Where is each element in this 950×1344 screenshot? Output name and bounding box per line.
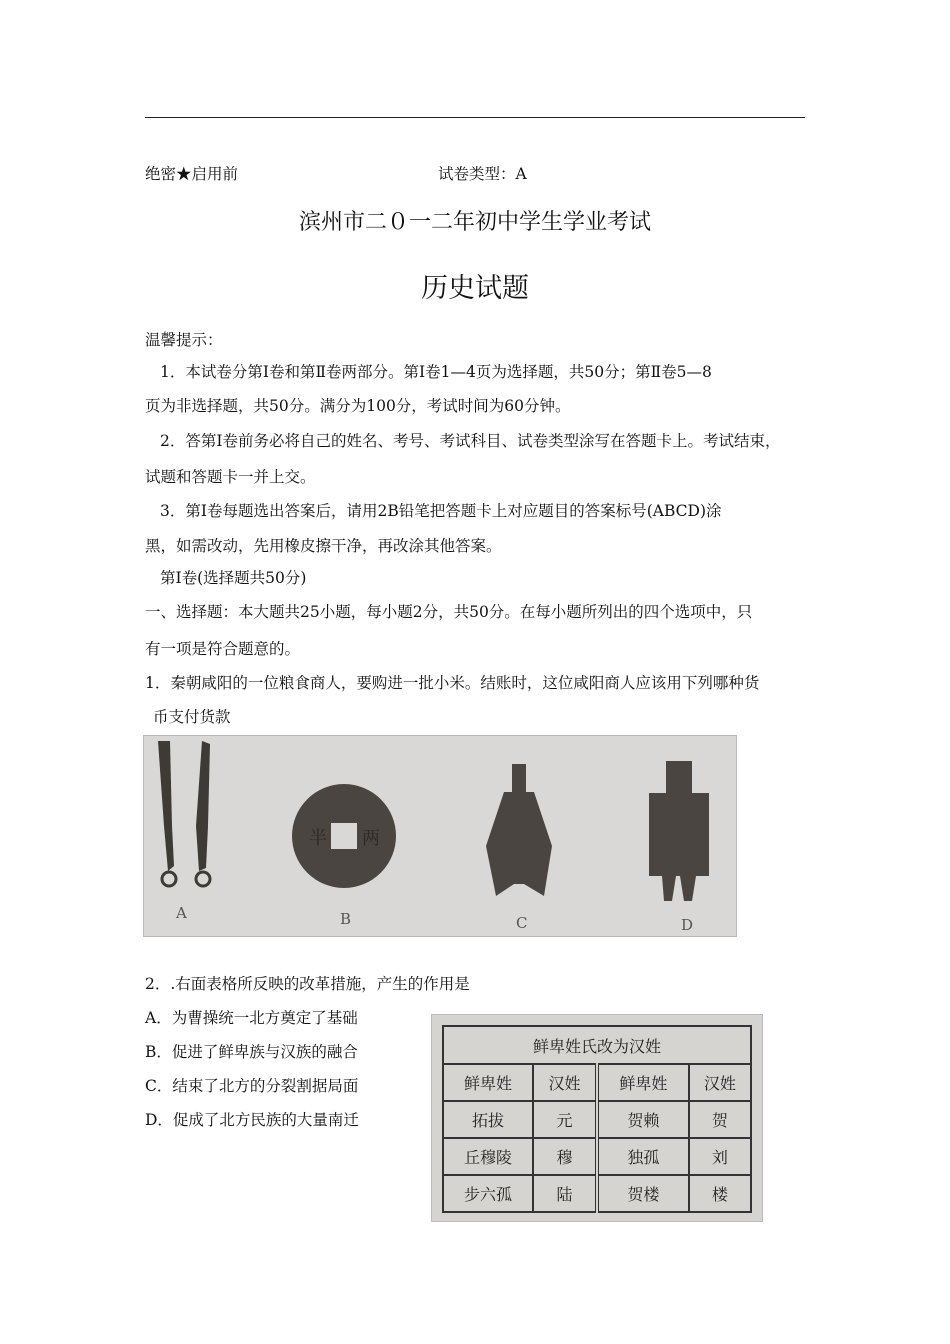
- surname-table: [442, 1025, 752, 1213]
- spade-coin-icon: [486, 764, 552, 896]
- table-cell: 元: [533, 1101, 597, 1138]
- tip-1-line-2: 页为非选择题，共50分。满分为100分，考试时间为60分钟。: [145, 397, 571, 415]
- q2-option-b: B．促进了鲜卑族与汉族的融合: [145, 1043, 358, 1061]
- tip-3-line-2: 黑，如需改动，先用橡皮擦干净，再改涂其他答案。: [145, 537, 502, 555]
- q2-option-a: A．为曹操统一北方奠定了基础: [145, 1009, 358, 1027]
- table-caption: 鲜卑姓氏改为汉姓: [443, 1026, 751, 1064]
- q1-line-1: 1．秦朝咸阳的一位粮食商人，要购进一批小米。结账时，这位咸阳商人应该用下列哪种货: [145, 674, 760, 692]
- svg-text:半: 半: [309, 828, 327, 849]
- section-title: 第Ⅰ卷(选择题共50分): [160, 569, 307, 587]
- secret-label: 绝密★启用前: [145, 165, 239, 183]
- q2-option-c: C．结束了北方的分裂割据局面: [145, 1077, 359, 1095]
- paper-type: 试卷类型：A: [438, 165, 527, 183]
- table-cell: 步六孤: [443, 1175, 533, 1212]
- coins-photo: [143, 735, 737, 937]
- tip-1-line-1: 1．本试卷分第Ⅰ卷和第Ⅱ卷两部分。第Ⅰ卷1—4页为选择题，共50分；第Ⅱ卷5—8: [160, 363, 712, 381]
- svg-text:两: 两: [362, 828, 380, 849]
- table-row: [443, 1101, 751, 1138]
- tip-3-line-1: 3．第Ⅰ卷每题选出答案后，请用2B铅笔把答题卡上对应题目的答案标号(ABCD)涂: [160, 502, 722, 520]
- table-cell: 丘穆陵: [443, 1138, 533, 1175]
- q2-stem: 2．.右面表格所反映的改革措施，产生的作用是: [145, 975, 470, 993]
- table-header-row: [443, 1064, 751, 1101]
- coins-illustration: [144, 736, 736, 936]
- table-cell: 穆: [533, 1138, 597, 1175]
- table-cell: 贺: [689, 1101, 751, 1138]
- table-row: [443, 1175, 751, 1212]
- table-row: [443, 1138, 751, 1175]
- tips-heading: 温馨提示：: [145, 331, 223, 349]
- coin-label-c: C: [516, 914, 528, 932]
- table-cell: 刘: [689, 1138, 751, 1175]
- table-cell: 独孤: [597, 1138, 689, 1175]
- coin-label-b: B: [340, 910, 352, 928]
- subject-title: 历史试题: [421, 273, 529, 304]
- coin-label-a: A: [176, 904, 187, 922]
- knife-coin-icon: [158, 741, 210, 886]
- section-instr-line-1: 一、选择题：本大题共25小题，每小题2分，共50分。在每小题所列出的四个选项中，只: [145, 603, 753, 621]
- coin-label-d: D: [681, 916, 694, 934]
- table-cell: 贺赖: [597, 1101, 689, 1138]
- tip-2-line-1: 2．答第Ⅰ卷前务必将自己的姓名、考号、考试科目、试卷类型涂写在答题卡上。考试结束，: [160, 432, 781, 450]
- top-rule: [145, 117, 805, 118]
- q1-line-2: 币支付货款: [153, 708, 231, 726]
- exam-title: 滨州市二０一二年初中学生学业考试: [298, 210, 651, 235]
- section-instr-line-2: 有一项是符合题意的。: [145, 640, 301, 658]
- table-cell: 拓拔: [443, 1101, 533, 1138]
- table-cell: 陆: [533, 1175, 597, 1212]
- table-header: 汉姓: [533, 1064, 597, 1101]
- table-cell: 楼: [689, 1175, 751, 1212]
- table-header: 汉姓: [689, 1064, 751, 1101]
- table-header: 鲜卑姓: [597, 1064, 689, 1101]
- hollow-spade-coin-icon: [649, 761, 709, 901]
- q2-option-d: D．促成了北方民族的大量南迁: [145, 1111, 359, 1129]
- table-header: 鲜卑姓: [443, 1064, 533, 1101]
- tip-2-line-2: 试题和答题卡一并上交。: [145, 468, 316, 486]
- surname-table-photo: [431, 1014, 763, 1222]
- table-cell: 贺楼: [597, 1175, 689, 1212]
- round-coin-icon: [292, 784, 396, 888]
